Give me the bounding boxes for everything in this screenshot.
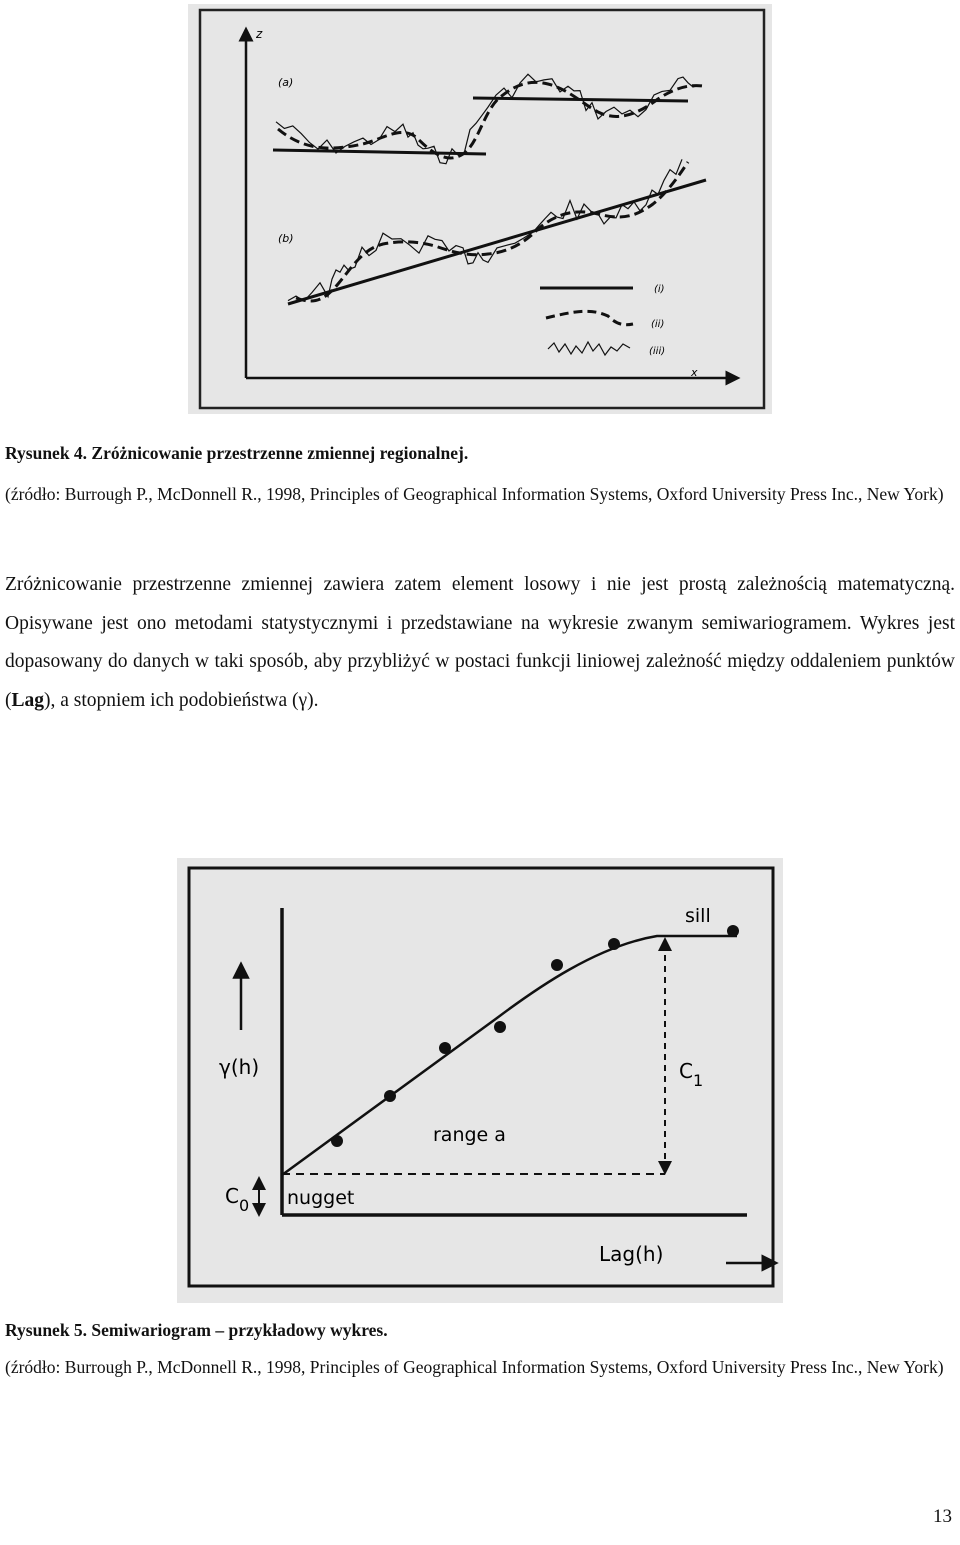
figure-frame xyxy=(200,10,764,408)
sample-point xyxy=(727,925,739,937)
gamma-label: γ(h) xyxy=(219,1055,260,1079)
semivariogram-diagram xyxy=(177,858,783,1303)
legend-label-i: (i) xyxy=(654,284,665,295)
z-axis-label: z xyxy=(256,27,263,41)
sample-point xyxy=(439,1042,451,1054)
figure-semivariogram xyxy=(177,858,783,1303)
regional-variable-diagram xyxy=(188,4,772,414)
figure-regional-variable xyxy=(188,4,772,414)
legend-label-ii: (ii) xyxy=(651,319,665,330)
figure1-source: (źródło: Burrough P., McDonnell R., 1998, Principles of Geographical Information Systems, Oxford University Press Inc., New York) xyxy=(5,484,944,504)
sample-point xyxy=(384,1090,396,1102)
paragraph-text-2: ), a stopniem ich podobieństwa (γ). xyxy=(44,689,319,711)
figure2-source: (źródło: Burrough P., McDonnell R., 1998, Principles of Geographical Information Systems, Oxford University Press Inc., New York) xyxy=(5,1357,944,1377)
legend-label-iii: (iii) xyxy=(649,346,666,357)
figure2-caption: Rysunek 5. Semiwariogram – przykładowy wykres. xyxy=(5,1320,388,1340)
figure1-caption: Rysunek 4. Zróżnicowanie przestrzenne zmiennej regionalnej. xyxy=(5,443,469,463)
body-paragraph xyxy=(5,566,955,720)
paragraph-text-1: Zróżnicowanie przestrzenne zmiennej zawiera zatem element losowy i nie jest prostą zależnością matematyczną. Opisywane jest ono metodami statystycznymi i przedstawiane na wykresie zwanym semiwariogramem. Wykres jest dopasowany do danych w taki sposób, aby przybliżyć w postaci funkcji liniowej zależność między oddaleniem punktów ( xyxy=(5,574,955,711)
label-b: (b) xyxy=(278,232,294,245)
sill-label: sill xyxy=(685,905,711,927)
c0-label: $C_0$ xyxy=(225,1184,250,1215)
c1-label: $C_1$ xyxy=(679,1059,704,1090)
lag-label: Lag(h) xyxy=(599,1242,664,1266)
page-number: 13 xyxy=(933,1506,952,1527)
paragraph-lag: Lag xyxy=(11,689,45,711)
range-label: range a xyxy=(433,1124,506,1146)
label-a: (a) xyxy=(278,76,294,89)
sample-point xyxy=(551,959,563,971)
x-axis-label: x xyxy=(691,366,698,379)
nugget-label: nugget xyxy=(287,1187,355,1209)
sample-point xyxy=(331,1135,343,1147)
sample-point xyxy=(608,938,620,950)
sample-point xyxy=(494,1021,506,1033)
